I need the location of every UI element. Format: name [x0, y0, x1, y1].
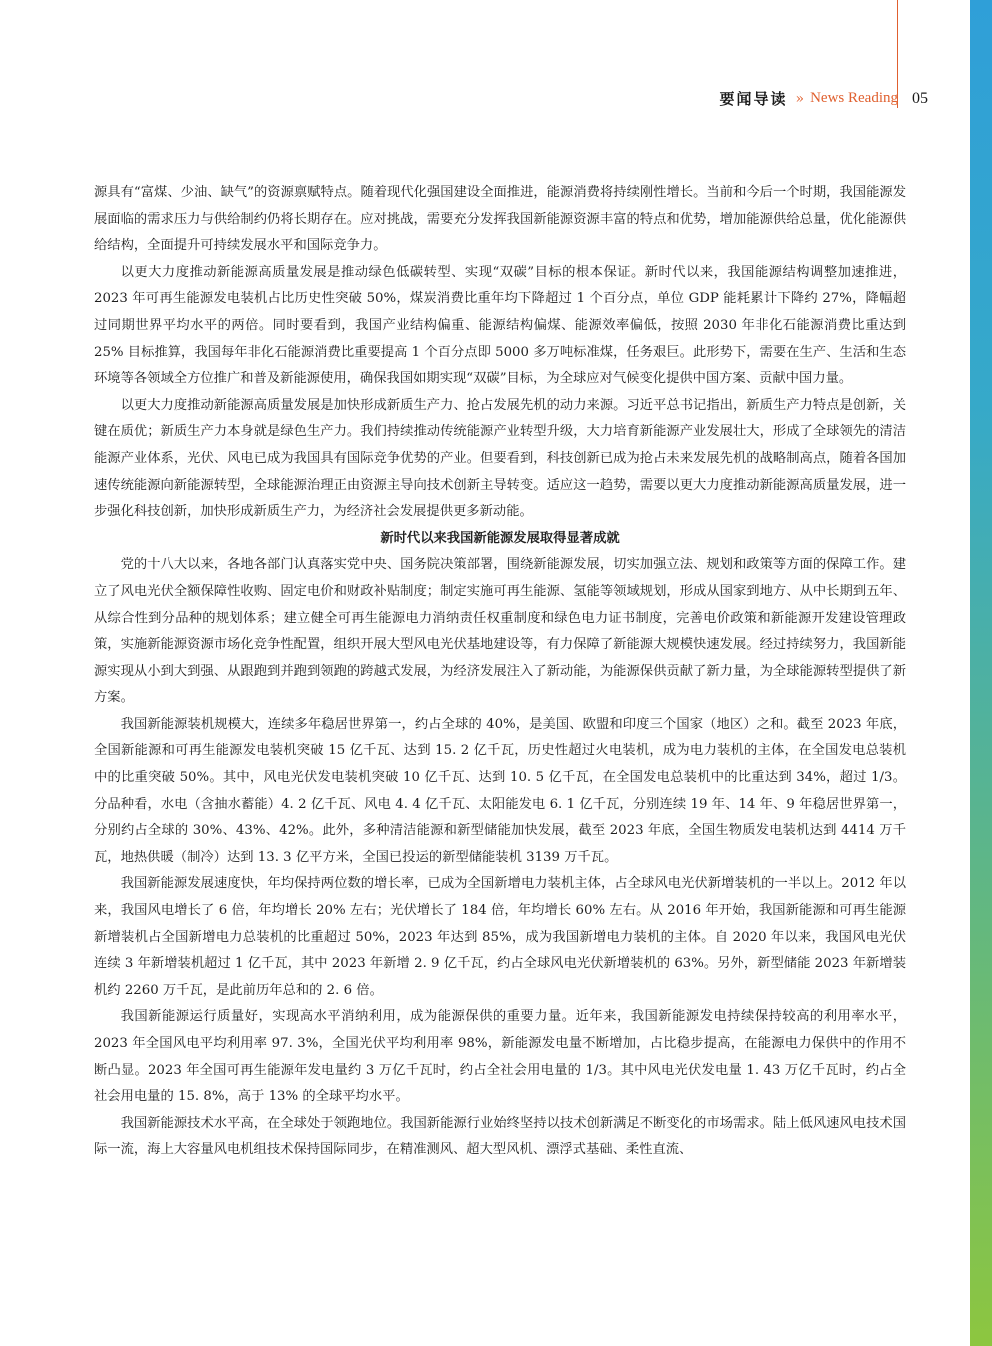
- paragraph-policy-support: 党的十八大以来，各地各部门认真落实党中央、国务院决策部署，围绕新能源发展，切实加强立法、规划和政策等方面的保障工作。建立了风电光伏全额保障性收购、固定电价和财政补贴制度；制定实施可再生能源、氢能等领域规划，形成从国家到地方、从中长期到五年、从综合性到分品种的规划体系；建立健全可再生能源电力消纳责任权重制度和绿色电力证书制度，完善电价政策和新能源开发建设管理政策，实施新能源资源市场化竞争性配置，组织开展大型风电光伏基地建设等，有力保障了新能源大规模快速发展。经过持续努力，我国新能源实现从小到大到强、从跟跑到并跑到领跑的跨越式发展，为经济发展注入了新动能，为能源保供贡献了新力量，为全球能源转型提供了新方案。: [94, 557, 906, 706]
- section-heading: 新时代以来我国新能源发展取得显著成就: [380, 530, 620, 546]
- decorative-side-bar: [970, 0, 992, 1346]
- paragraph-new-productivity: 以更大力度推动新能源高质量发展是加快形成新质生产力、抢占发展先机的动力来源。习近平总书记指出，新质生产力特点是创新，关键在质优；新质生产力本身就是绿色生产力。我们持续推动传统能源产业转型升级，大力培育新能源产业发展壮大，形成了全球领先的清洁能源产业体系，光伏、风电已成为我国具有国际竞争优势的产业。但要看到，科技创新已成为抢占未来发展先机的战略制高点，随着各国加速传统能源向新能源转型，全球能源治理正由资源主导向技术创新主导转变。适应这一趋势，需要以更大力度推动新能源高质量发展，进一步强化科技创新，加快形成新质生产力，为经济社会发展提供更多新动能。: [94, 397, 906, 520]
- paragraph-growth-speed: 我国新能源发展速度快，年均保持两位数的增长率，已成为全国新增电力装机主体，占全球风电光伏新增装机的一半以上。2012 年以来，我国风电增长了 6 倍，年均增长 20% 左右；光伏增长了 184 倍，年均增长 60% 左右。从 2016 年开始，我国新能源和可再生能源新增装机占全国新增电力总装机的比重超过 50%，2023 年达到 85%，成为我国新增电力装机的主体。自 2020 年以来，我国风电光伏连续 3 年新增装机超过 1 亿千瓦，其中 2023 年新增 2. 9 亿千瓦，约占全球风电光伏新增装机的 63%。另外，新型储能 2023 年新增装机约 2260 万千瓦，是此前历年总和的 2. 6 倍。: [94, 876, 906, 998]
- article-body: [94, 180, 906, 1164]
- paragraph-continued: 源具有“富煤、少油、缺气”的资源禀赋特点。随着现代化强国建设全面推进，能源消费将持续刚性增长。当前和今后一个时期，我国能源发展面临的需求压力与供给制约仍将长期存在。应对挑战，需要充分发挥我国新能源资源丰富的特点和优势，增加能源供给总量，优化能源供给结构，全面提升可持续发展水平和国际竞争力。: [94, 185, 906, 254]
- paragraph-dual-carbon: 以更大力度推动新能源高质量发展是推动绿色低碳转型、实现“双碳”目标的根本保证。新时代以来，我国能源结构调整加速推进，2023 年可再生能源发电装机占比历史性突破 50%，煤炭消费比重年均下降超过 1 个百分点，单位 GDP 能耗累计下降约 27%，降幅超过同期世界平均水平的两倍。同时要看到，我国产业结构偏重、能源结构偏煤、能源效率偏低，按照 2030 年非化石能源消费比重达到 25% 目标推算，我国每年非化石能源消费比重要提高 1 个百分点即 5000 多万吨标准煤，任务艰巨。此形势下，需要在生产、生活和生态环境等各领域全方位推广和普及新能源使用，确保我国如期实现“双碳”目标，为全球应对气候变化提供中国方案、贡献中国力量。: [94, 264, 906, 387]
- paragraph-technology-level: 我国新能源技术水平高，在全球处于领跑地位。我国新能源行业始终坚持以技术创新满足不断变化的市场需求。陆上低风速风电技术国际一流，海上大容量风电机组技术保持国际同步，在精准测风、超大型风机、漂浮式基础、柔性直流、: [94, 1115, 906, 1158]
- page-header: [720, 88, 929, 109]
- section-title-english: News Reading: [810, 90, 898, 106]
- page-number: 05: [912, 89, 928, 107]
- double-chevron-icon: »: [795, 90, 805, 107]
- paragraph-installed-capacity: 我国新能源装机规模大，连续多年稳居世界第一，约占全球的 40%，是美国、欧盟和印度三个国家（地区）之和。截至 2023 年底，全国新能源和可再生能源发电装机突破 15 亿千瓦、达到 15. 2 亿千瓦，历史性超过火电装机，成为电力装机的主体，在全国发电总装机中的比重突破 50%。其中，风电光伏发电装机突破 10 亿千瓦、达到 10. 5 亿千瓦，在全国发电总装机中的比重达到 34%，超过 1/3。分品种看，水电（含抽水蓄能）4. 2 亿千瓦、风电 4. 4 亿千瓦、太阳能发电 6. 1 亿千瓦，分别连续 19 年、14 年、9 年稳居世界第一，分别约占全球的 30%、43%、42%。此外，多种清洁能源和新型储能加快发展，截至 2023 年底，全国生物质发电装机达到 4414 万千瓦，地热供暖（制冷）达到 13. 3 亿平方米，全国已投运的新型储能装机 3139 万千瓦。: [94, 716, 906, 865]
- paragraph-operation-quality: 我国新能源运行质量好，实现高水平消纳利用，成为能源保供的重要力量。近年来，我国新能源发电持续保持较高的利用率水平，2023 年全国风电平均利用率 97. 3%，全国光伏平均利用率 98%，新能源发电量不断增加，占比稳步提高，在能源电力保供中的作用不断凸显。2023 年全国可再生能源年发电量约 3 万亿千瓦时，约占全社会用电量的 1/3。其中风电光伏发电量 1. 43 万亿千瓦时，约占全社会用电量的 15. 8%，高于 13% 的全球平均水平。: [94, 1009, 906, 1105]
- section-title: 要闻导读: [719, 90, 788, 108]
